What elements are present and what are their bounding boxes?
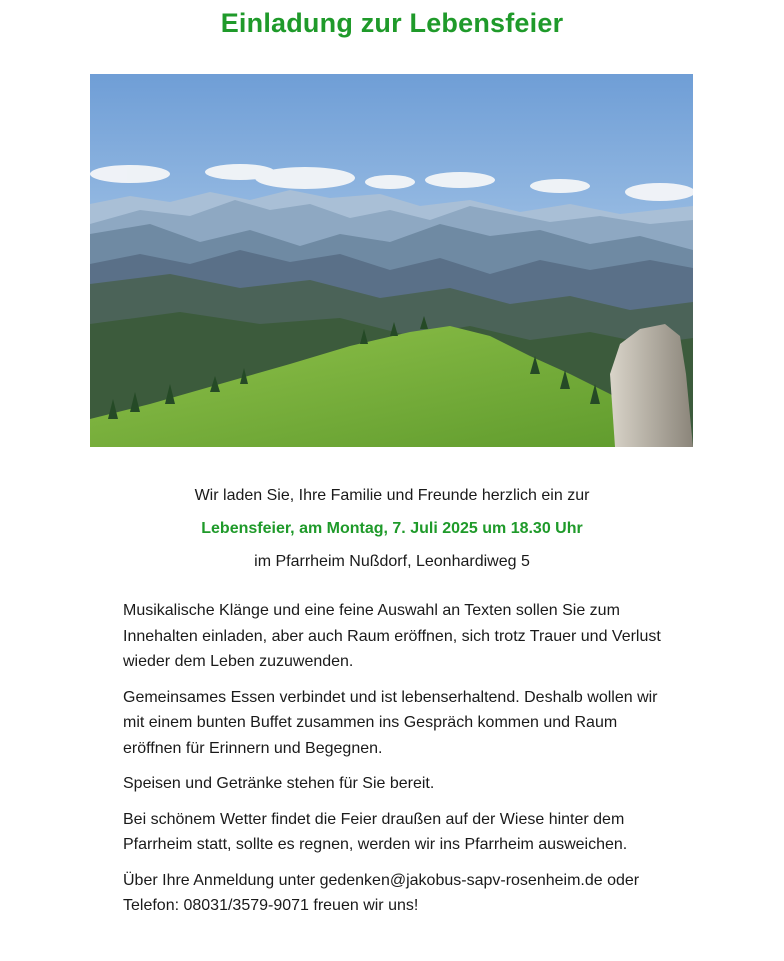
paragraph-registration: Über Ihre Anmeldung unter gedenken@jakobus-sapv-rosenheim.de oder Telefon: 08031/3579-9071 freuen wir uns! <box>123 871 640 914</box>
page-title: Einladung zur Lebensfeier <box>220 8 564 38</box>
paragraph-weather: Bei schönem Wetter findet die Feier draußen auf der Wiese hinter dem Pfarrheim statt, sollte es regnen, werden wir ins Pfarrheim ausweichen. <box>123 810 628 853</box>
body-text <box>123 598 663 929</box>
paragraph-refreshments: Speisen und Getränke stehen für Sie bereit. <box>123 775 435 792</box>
event-line: Lebensfeier, am Montag, 7. Juli 2025 um 18.30 Uhr <box>201 520 583 537</box>
paragraph-food: Gemeinsames Essen verbindet und ist lebenserhaltend. Deshalb wollen wir mit einem bunten Buffet zusammen ins Gespräch kommen und Raum eröffnen für Erinnern und Begegnen. <box>123 688 658 757</box>
paragraph-music: Musikalische Klänge und eine feine Auswahl an Texten sollen Sie zum Innehalten einladen, aber auch Raum eröffnen, sich trotz Trauer und Verlust wieder dem Leben zuzuwenden. <box>123 602 661 670</box>
location-line: im Pfarrheim Nußdorf, Leonhardiweg 5 <box>254 553 530 570</box>
invite-line: Wir laden Sie, Ihre Familie und Freunde herzlich ein zur <box>194 487 590 504</box>
mountain-landscape-photo <box>90 74 693 447</box>
